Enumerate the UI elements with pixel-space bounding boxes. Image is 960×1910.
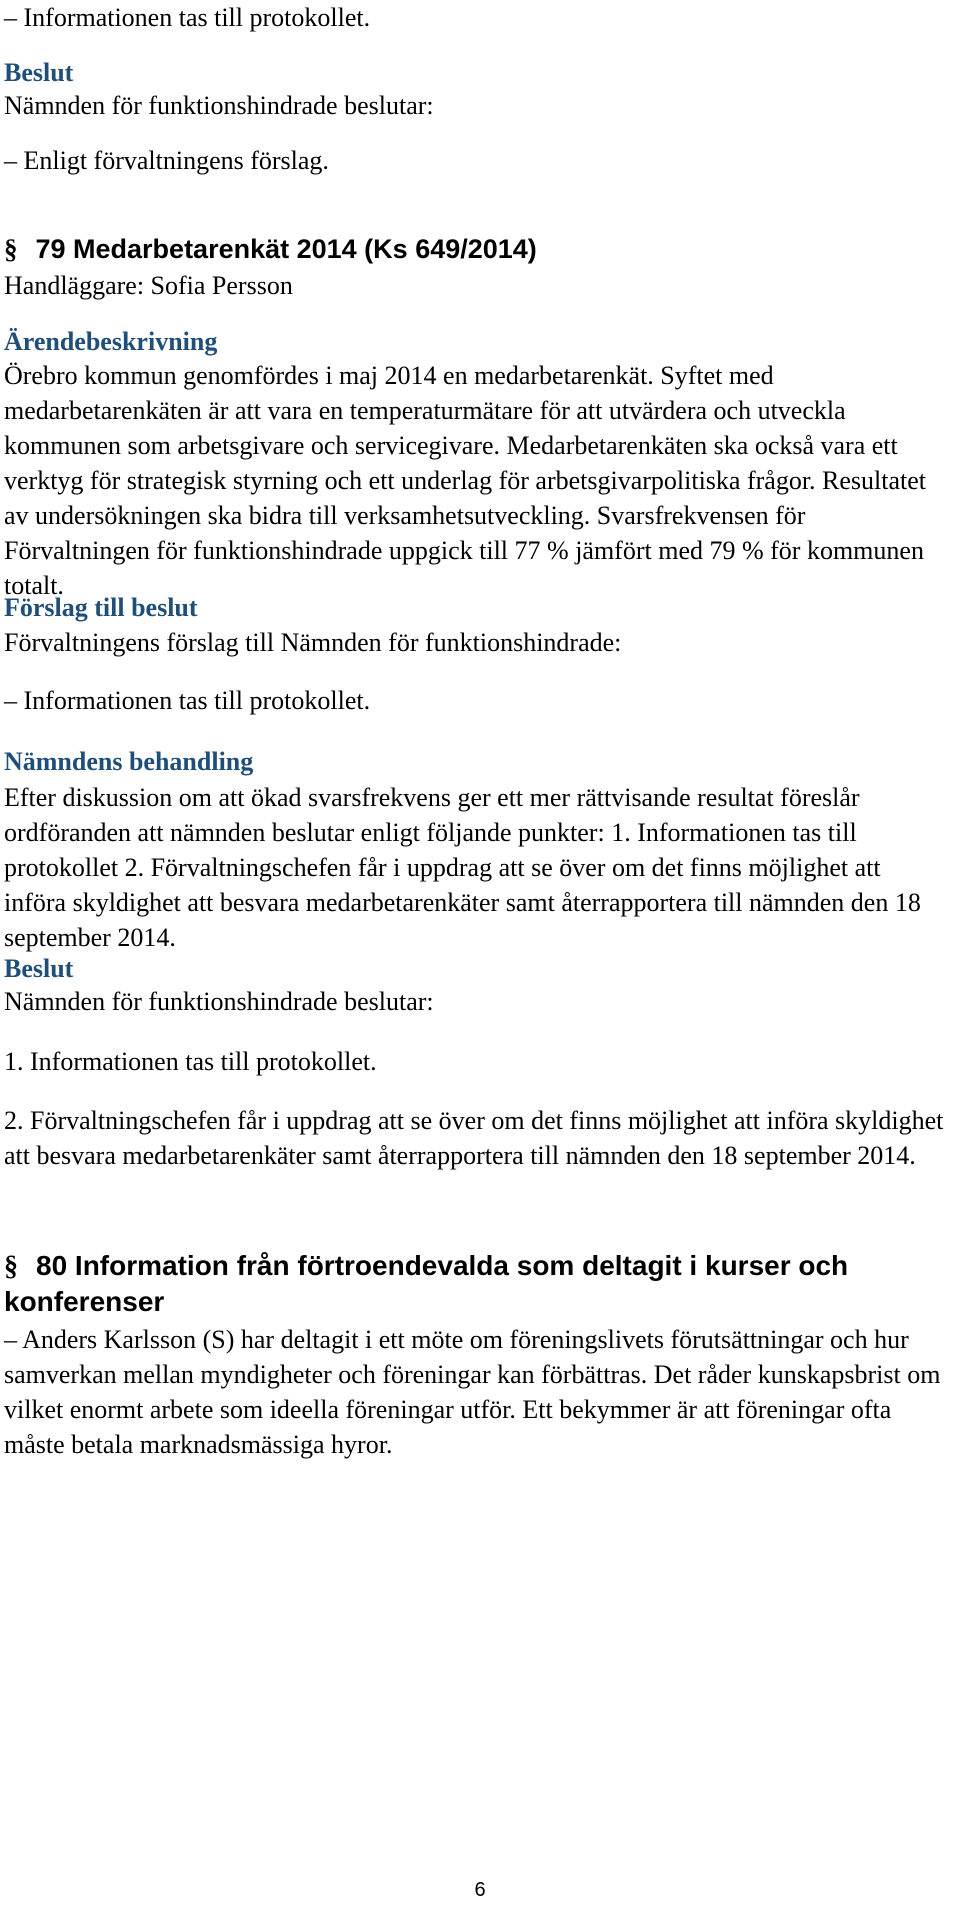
proposal-text: Förvaltningens förslag till Nämnden för funktionshindrade: [4,628,622,657]
dash-item-enligt: – Enligt förvaltningens förslag. [4,146,329,175]
beslut-text: Nämnden för funktionshindrade beslutar: [4,91,434,120]
handler-line: Handläggare: Sofia Persson [4,271,293,300]
dash-item-informationen: – Informationen tas till protokollet. [4,3,371,32]
section-mark: § [4,234,18,264]
section-mark: § [4,1251,18,1282]
page-number: 6 [474,1879,486,1901]
decision-heading: Beslut [4,954,74,983]
decision-item-1: 1. Informationen tas till protokollet. [4,1047,377,1076]
proposal-heading: Förslag till beslut [4,593,198,622]
description-heading: Ärendebeskrivning [4,327,218,356]
section-80-title: 80 Information från förtroendevalda som deltagit i kurser och konferenser [4,1250,849,1317]
decision-item-2: 2. Förvaltningschefen får i uppdrag att se över om det finns möjlighet att införa skyldighet att besvara medarbetarenkäter samt återrapportera till nämnden den 18 september 2014. [4,1106,944,1170]
decision-text: Nämnden för funktionshindrade beslutar: [4,987,434,1016]
section-79-heading [4,232,946,266]
treatment-heading: Nämndens behandling [4,747,254,776]
proposal-item: – Informationen tas till protokollet. [4,686,371,715]
beslut-heading: Beslut [4,58,74,87]
section-79-title: 79 Medarbetarenkät 2014 (Ks 649/2014) [35,234,537,264]
treatment-text: Efter diskussion om att ökad svarsfrekvens ger ett mer rättvisande resultat föreslår ordföranden att nämnden beslutar enligt följande punkter: 1. Informationen tas till protokollet 2. Förvaltningschefen får i uppdrag att se över om det finns möjlighet att införa skyldighet att besvara medarbetarenkäter samt återrapportera till nämnden den 18 september 2014. [4,783,921,952]
section-80-text: – Anders Karlsson (S) har deltagit i ett möte om föreningslivets förutsättningar och hur samverkan mellan myndigheter och föreningar kan förbättras. Det råder kunskapsbrist om vilket enormt arbete som ideella föreningar utför. Ett bekymmer är att föreningar ofta måste betala marknadsmässiga hyror. [4,1325,941,1459]
section-80-heading [4,1248,946,1319]
description-text: Örebro kommun genomfördes i maj 2014 en medarbetarenkät. Syftet med medarbetarenkäten är att vara en temperaturmätare för att utvärdera och utveckla kommunen som arbetsgivare och servicegivare. Medarbetarenkäten ska också vara ett verktyg för strategisk styrning och ett underlag för arbetsgivarpolitiska frågor. Resultatet av undersökningen ska bidra till verksamhetsutveckling. Svarsfrekvensen för Förvaltningen för funktionshindrade uppgick till 77 % jämfört med 79 % för kommunen totalt. [4,361,927,600]
